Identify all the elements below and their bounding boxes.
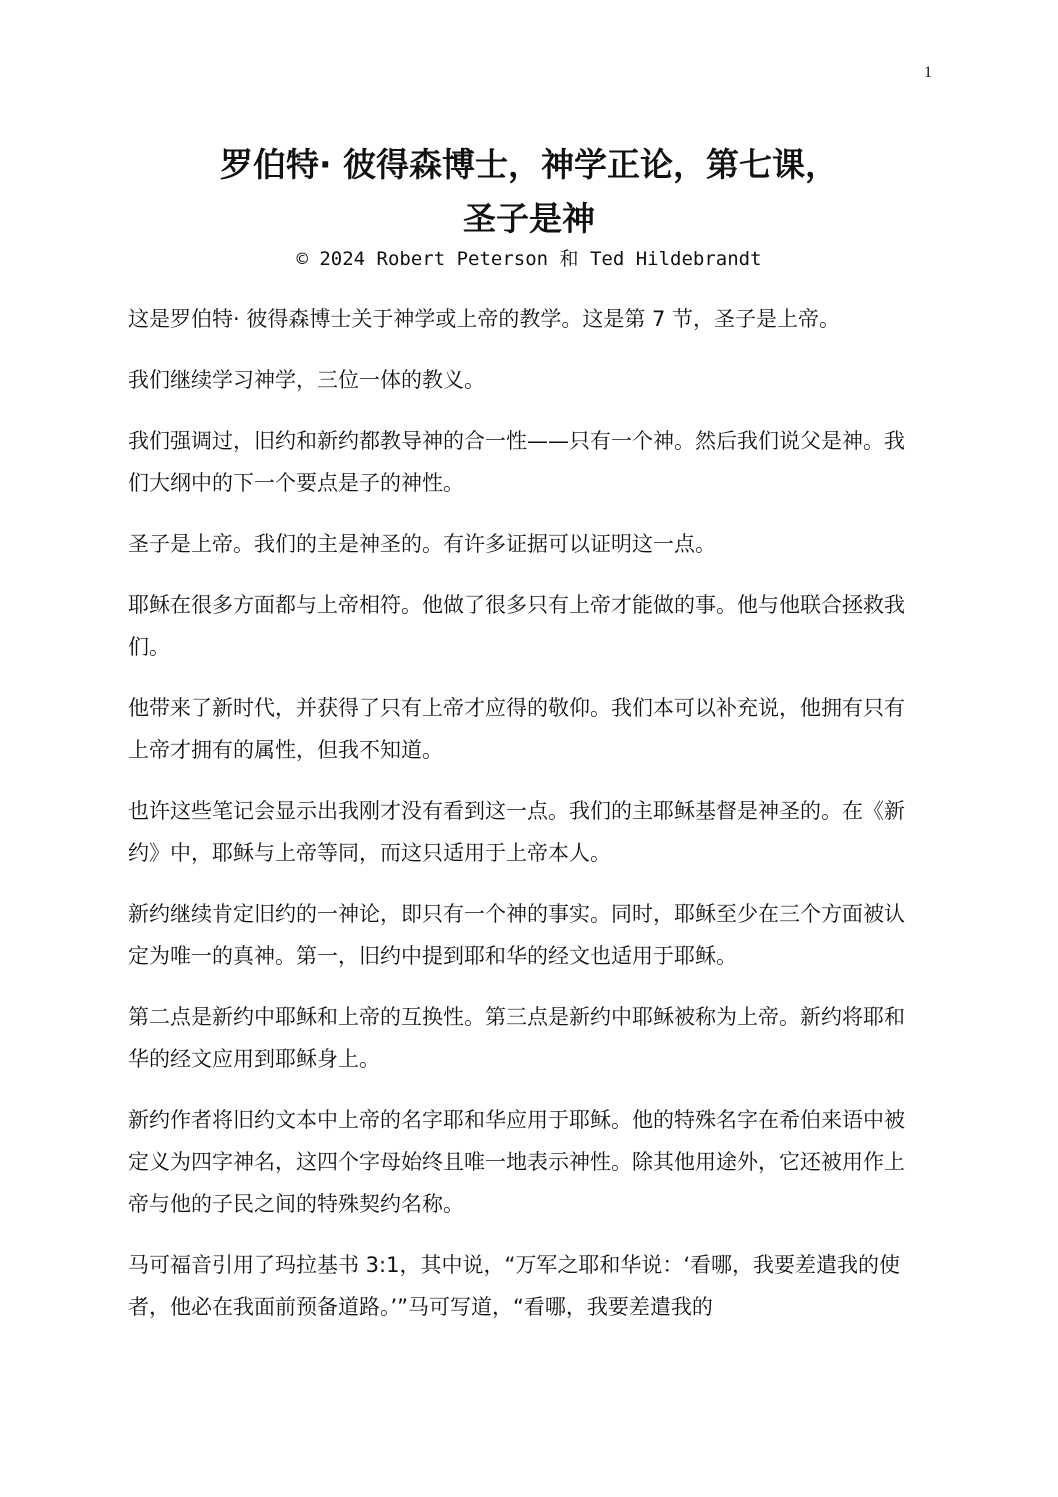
- paragraph: 他带来了新时代，并获得了只有上帝才应得的敬仰。我们本可以补充说，他拥有只有上帝才拥有的属性，但我不知道。: [128, 696, 905, 762]
- paragraph: 这是罗伯特· 彼得森博士关于神学或上帝的教学。这是第 7 节，圣子是上帝。: [128, 307, 841, 331]
- paragraph: 圣子是上帝。我们的主是神圣的。有许多证据可以证明这一点。: [128, 532, 716, 556]
- paragraph: 新约作者将旧约文本中上帝的名字耶和华应用于耶稣。他的特殊名字在希伯来语中被定义为四字神名，这四个字母始终且唯一地表示神性。除其他用途外，它还被用作上帝与他的子民之间的特殊契约名称。: [128, 1108, 905, 1216]
- page-number: 1: [924, 64, 932, 81]
- title-line-1: 罗伯特· 彼得森博士，神学正论，第七课，: [219, 145, 839, 184]
- paragraph: 新约继续肯定旧约的一神论，即只有一个神的事实。同时，耶稣至少在三个方面被认定为唯一的真神。第一，旧约中提到耶和华的经文也适用于耶稣。: [128, 902, 905, 968]
- paragraph: 我们强调过，旧约和新约都教导神的合一性——只有一个神。然后我们说父是神。我们大纲中的下一个要点是子的神性。: [128, 429, 905, 495]
- paragraph: 也许这些笔记会显示出我刚才没有看到这一点。我们的主耶稣基督是神圣的。在《新约》中，耶稣与上帝等同，而这只适用于上帝本人。: [128, 799, 905, 865]
- paragraph: 耶稣在很多方面都与上帝相符。他做了很多只有上帝才能做的事。他与他联合拯救我们。: [128, 593, 905, 659]
- title-line-2: 圣子是神: [463, 199, 595, 238]
- page-title: [0, 138, 1058, 246]
- copyright-line: © 2024 Robert Peterson 和 Ted Hildebrandt: [296, 248, 762, 270]
- paragraph: 我们继续学习神学，三位一体的教义。: [128, 368, 485, 392]
- paragraph: 马可福音引用了玛拉基书 3:1，其中说，“万军之耶和华说：‘看哪，我要差遣我的使者，他必在我面前预备道路。’”马可写道，“看哪，我要差遣我的: [128, 1253, 901, 1319]
- paragraph: 第二点是新约中耶稣和上帝的互换性。第三点是新约中耶稣被称为上帝。新约将耶和华的经文应用到耶稣身上。: [128, 1005, 905, 1071]
- document-body: [128, 298, 920, 1347]
